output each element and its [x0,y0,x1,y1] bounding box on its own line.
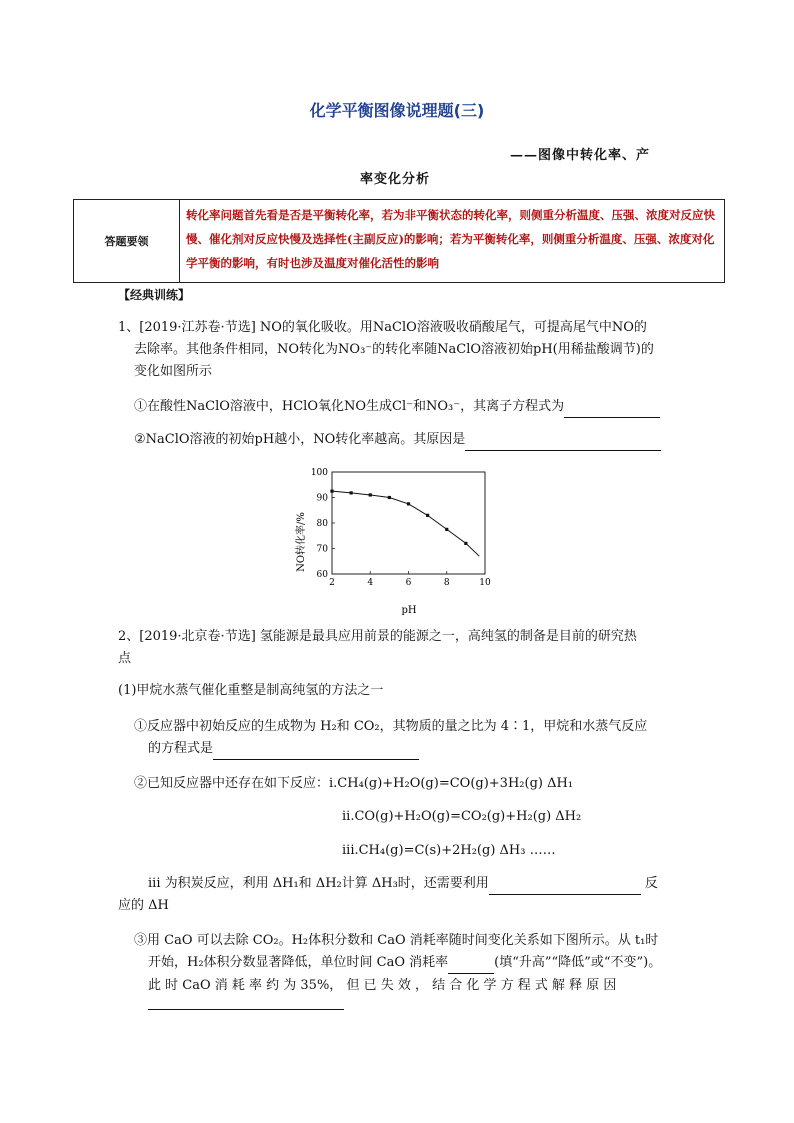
q1-line-2: 去除率。其他条件相同，NO转化为NO₃⁻的转化率随NaClO溶液初始pH(用稀盐酸调节)的 [134,342,654,357]
q2-s3-line-2-end: (填“升高”“降低”或“不变”)。 [494,955,662,970]
tip-label: 答题要领 [74,200,180,282]
y-tick-label: 80 [316,519,328,529]
q2-line-2: 点 [118,651,132,666]
y-tick-label: 90 [316,493,328,504]
data-point [330,490,333,493]
q2-s2-intro-row [134,773,573,795]
subtitle-line-1: ——图像中转化率、产 [510,148,651,163]
data-point [464,542,467,545]
data-point [445,528,448,531]
q2-s2-q-end: 反 [644,876,658,891]
q2-s2-blank[interactable] [489,879,641,895]
tip-box [73,199,725,283]
reaction-3: iii.CH₄(g)=C(s)+2H₂(g) ΔH₃ …… [342,843,556,858]
x-tick-label: 10 [479,578,491,588]
q2-s3-line-2 [148,952,661,974]
q2-s3-line-2-text: 开始，H₂体积分数显著降低，单位时间 CaO 消耗率 [148,955,449,970]
x-tick-label: 6 [405,578,412,588]
q2-s3-answer-blank[interactable] [148,1009,344,1010]
data-point [388,496,391,499]
q1-sub-2-text: ②NaClO溶液的初始pH越小，NO转化率越高。其原因是 [134,432,466,447]
q2-s3-blank[interactable] [448,958,494,974]
y-tick-label: 70 [316,544,328,555]
q1-sub-1 [134,396,660,418]
section-tag: 【经典训练】 [118,288,191,302]
x-tick-label: 2 [329,578,335,588]
data-point [426,514,429,517]
q1-sub-2-blank[interactable] [465,435,661,451]
q2-s2-q-text: iii 为积炭反应，利用 ΔH₁和 ΔH₂计算 ΔH₃时，还需要利用 [148,876,489,891]
series-line [332,491,479,556]
reaction-1: i.CH₄(g)+H₂O(g)=CO(g)+3H₂(g) ΔH₁ [329,776,574,791]
page-title: 化学平衡图像说理题(三) [309,101,485,120]
q2-part-1: (1)甲烷水蒸气催化重整是制高纯氢的方法之一 [118,683,384,698]
data-point [350,491,353,494]
q2-s1-blank[interactable] [213,744,419,760]
tip-text: 转化率问题首先看是否是平衡转化率，若为非平衡状态的转化率，则侧重分析温度、压强、浓度对反应快慢、催化剂对反应快慢及选择性(主副反应)的影响；若为平衡转化率，则侧重分析温度、压强、浓度对化学平衡的影响，有时也涉及温度对催化活性的影响 [186,208,715,270]
data-point [407,502,410,505]
x-tick-label: 8 [443,578,450,588]
y-tick-label: 100 [310,468,328,478]
subtitle-line-2: 率变化分析 [360,172,431,187]
x-axis-label: pH [401,605,417,616]
data-point [369,493,372,496]
q1-sub-1-text: ①在酸性NaClO溶液中，HClO氧化NO生成Cl⁻和NO₃⁻，其离子方程式为 [134,399,565,414]
x-tick-label: 4 [367,578,374,588]
no-conversion-chart [292,466,492,616]
q2-line-1: 2、[2019·北京卷·节选] 氢能源是最具应用前景的能源之一，高纯氢的制备是目前的研究热 [118,629,637,644]
q2-s3-line-1: ③用 CaO 可以去除 CO₂。H₂体积分数和 CaO 消耗率随时间变化关系如下图所示。从 t₁时 [134,933,659,948]
y-axis-label: NO转化率/% [296,512,307,572]
q1-sub-2 [134,429,661,451]
plot-area [311,468,491,588]
q2-s1-line-1: ①反应器中初始反应的生成物为 H₂和 CO₂，其物质的量之比为 4∶1，甲烷和水蒸气反应 [134,719,648,734]
q2-s3-line-3: 此 时 CaO 消 耗 率 约 为 35%， 但 已 失 效 ， 结 合 化 学 方 程 式 解 释 原 因 [148,978,617,993]
q2-s1-line-2 [148,738,419,760]
q1-line-1: 1、[2019·江苏卷·节选] NO的氧化吸收。用NaClO溶液吸收硝酸尾气，可提高尾气中NO的 [118,320,647,335]
reaction-2: ii.CO(g)+H₂O(g)=CO₂(g)+H₂(g) ΔH₂ [342,809,582,824]
q2-s1-line-2-text: 的方程式是 [148,741,214,756]
q2-s2-question-cont: 应的 ΔH [118,898,169,913]
y-tick-label: 60 [316,570,328,580]
q2-s2-intro: ②已知反应器中还存在如下反应： [134,776,330,791]
plot-frame [332,472,485,574]
q2-s2-question [148,873,658,895]
q1-line-3: 变化如图所示 [134,364,213,379]
q1-sub-1-blank[interactable] [564,402,660,418]
